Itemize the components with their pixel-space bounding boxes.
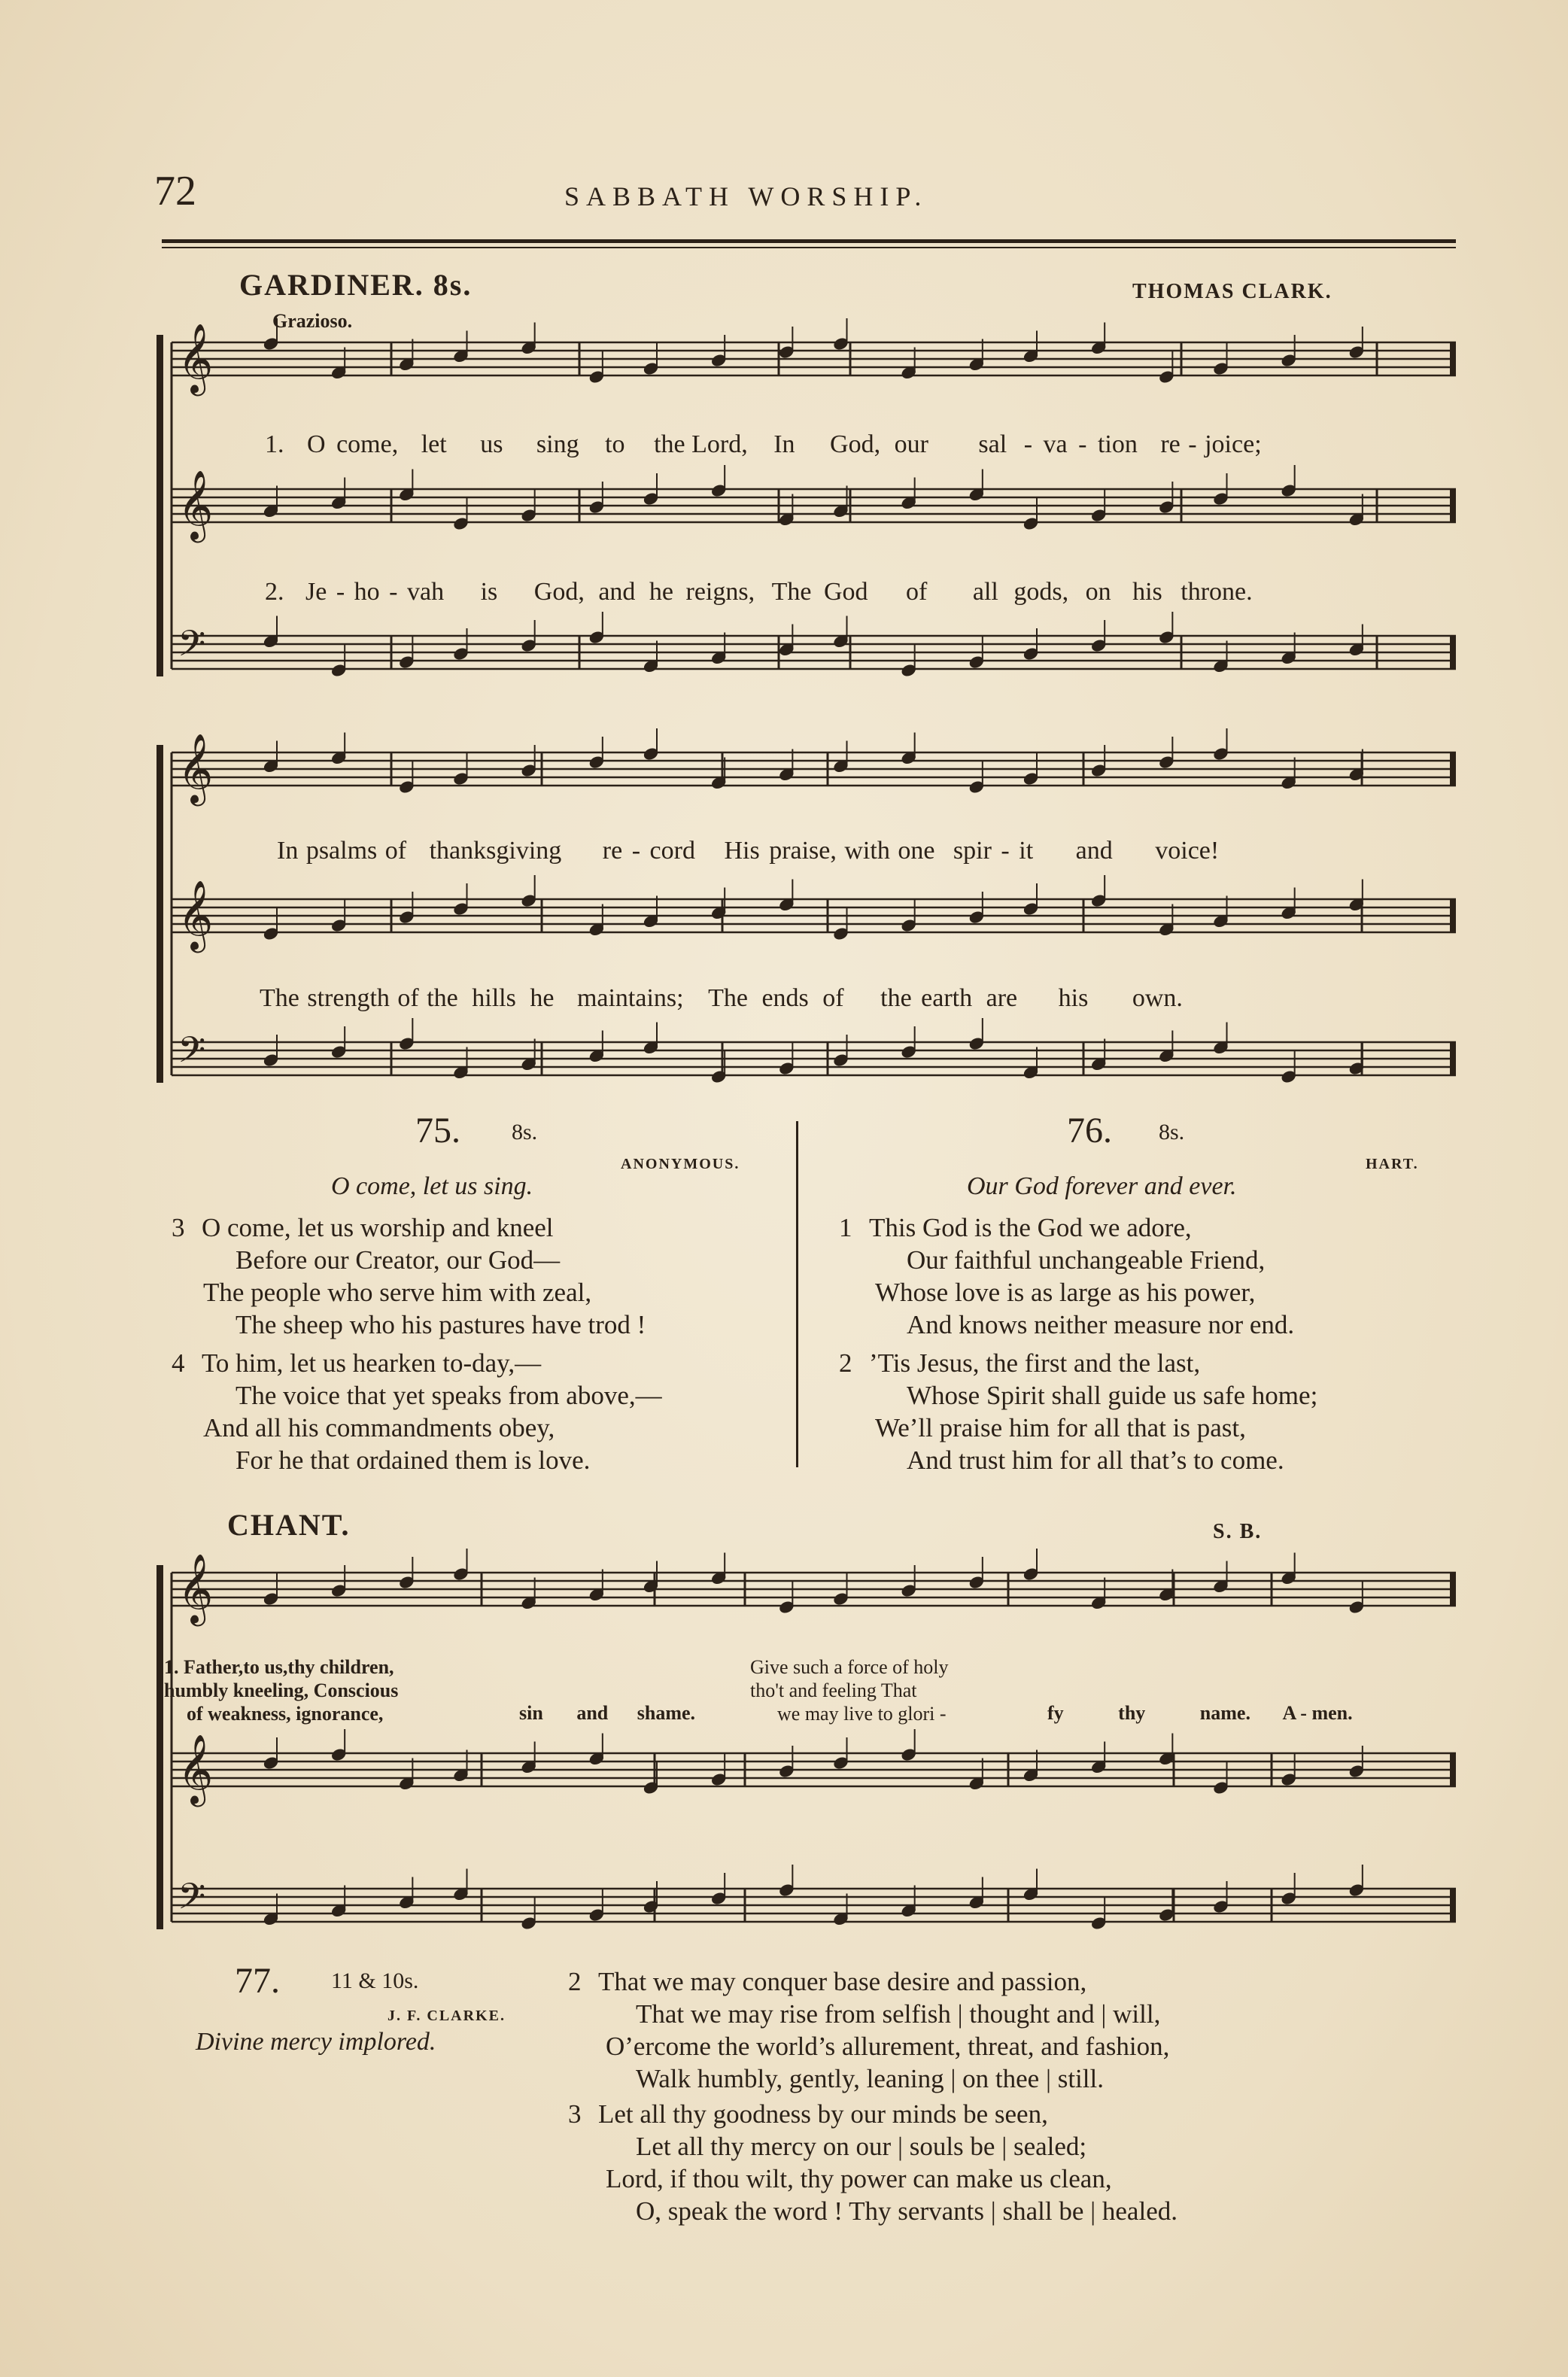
page-number: 72 — [154, 168, 196, 214]
lyric-syllable: . — [1246, 578, 1253, 606]
lyric-syllable: voice — [1155, 837, 1211, 865]
verse-line: To him, let us hearken to-day,— — [202, 1348, 542, 1378]
lyric-syllable: - — [1001, 837, 1010, 865]
lyric-syllable: - — [1023, 430, 1033, 458]
hymn-meter: 8s. — [1159, 1120, 1185, 1144]
chant-text-line: 1. Father,to us,thy children, — [164, 1656, 394, 1678]
lyric-syllable: of — [397, 984, 419, 1012]
lyric-syllable: 2. — [265, 578, 284, 606]
lyric-syllable: and — [1075, 837, 1113, 865]
lyric-syllable: the Lord, — [654, 430, 748, 458]
bass-clef: 𝄢 — [178, 1029, 206, 1080]
lyrics-verse2-row1 — [265, 578, 1253, 606]
lyric-syllable: God, — [533, 578, 585, 606]
lyric-syllable: - — [1078, 430, 1087, 458]
verse-line: We’ll praise him for all that is past, — [875, 1413, 1246, 1442]
lyric-syllable: - — [336, 578, 345, 606]
chant-text-line: humbly kneeling, Conscious — [164, 1679, 399, 1701]
stanza-number: 1 — [839, 1213, 852, 1242]
lyric-syllable: The — [771, 578, 812, 606]
lyric-syllable: reigns, — [685, 578, 755, 606]
chant-text-line: of weakness, ignorance, — [187, 1703, 384, 1725]
chant-word: fy — [1047, 1702, 1064, 1724]
verse-line: And knows neither measure nor end. — [907, 1310, 1295, 1339]
chant-text-line: we may live to glori - — [777, 1703, 947, 1725]
lyric-syllable: maintains — [576, 984, 677, 1012]
chant-text-line: tho't and feeling That — [750, 1679, 917, 1701]
lyric-syllable: let — [421, 430, 447, 458]
chant-word: A - men. — [1282, 1702, 1353, 1724]
lyric-syllable: ends — [761, 984, 809, 1012]
lyric-syllable: cord — [649, 837, 695, 865]
hymn-subtitle: O come, let us sing. — [331, 1172, 533, 1200]
final-barline — [1450, 636, 1456, 669]
lyric-syllable: tion — [1097, 430, 1138, 458]
lyric-syllable: - — [1188, 430, 1197, 458]
lyric-syllable: - — [631, 837, 641, 865]
column-divider — [796, 1121, 798, 1467]
verse-line: ’Tis Jesus, the first and the last, — [869, 1348, 1201, 1378]
treble-clef: 𝄞 — [178, 1734, 214, 1804]
final-barline — [1450, 1753, 1456, 1786]
final-barline — [1450, 1573, 1456, 1606]
lyric-syllable: of — [822, 984, 844, 1012]
verse-line: And all his commandments obey, — [203, 1413, 555, 1442]
verse-line: O’ercome the world’s allurement, threat, and fashion, — [606, 2032, 1170, 2061]
verse-line: Let all thy goodness by our minds be seen, — [598, 2099, 1048, 2129]
lyric-syllable: our — [894, 430, 928, 458]
lyrics-verse1-row1 — [265, 430, 1262, 459]
lyric-syllable: his — [1058, 984, 1089, 1012]
tempo-marking: Grazioso. — [272, 310, 353, 332]
verse-line: For he that ordained them is love. — [236, 1445, 591, 1475]
lyric-syllable: are — [986, 984, 1018, 1012]
lyric-syllable: sal — [978, 430, 1007, 458]
chant-title: CHANT. — [227, 1508, 351, 1542]
verse-line: Our faithful unchangeable Friend, — [907, 1245, 1266, 1275]
treble-clef: 𝄞 — [178, 1553, 214, 1623]
lyric-syllable: the — [427, 984, 458, 1012]
verse-line: Whose love is as large as his power, — [875, 1278, 1256, 1307]
lyric-syllable: God, — [830, 430, 881, 458]
lyric-syllable: ho — [354, 578, 380, 606]
stanza-number: 3 — [172, 1213, 185, 1242]
lyric-syllable: and — [598, 578, 636, 606]
chant-word: and — [576, 1702, 609, 1724]
lyric-syllable: spir — [953, 837, 992, 865]
chant-reciting-end-a — [519, 1702, 695, 1725]
stanza-number: 3 — [568, 2099, 582, 2129]
chant-reciting-end-b — [1047, 1702, 1353, 1725]
lyric-syllable: earth — [921, 984, 973, 1012]
lyric-syllable: hills — [472, 984, 516, 1012]
verse-line: That we may conquer base desire and passion, — [598, 1967, 1087, 1996]
final-barline — [1450, 752, 1456, 786]
lyric-syllable: it — [1019, 837, 1034, 865]
final-barline — [1450, 1042, 1456, 1075]
chant-word: sin — [519, 1702, 543, 1724]
verse-line: Lord, if thou wilt, thy power can make us clean, — [606, 2164, 1112, 2193]
lyric-syllable: In — [277, 837, 299, 865]
verse-line: Let all thy mercy on our | souls be | sealed; — [636, 2132, 1087, 2161]
final-barline — [1450, 899, 1456, 932]
lyric-syllable: come, — [336, 430, 399, 458]
lyric-syllable: His — [724, 837, 760, 865]
hymn-author: ANONYMOUS. — [621, 1156, 740, 1172]
verse-line: O, speak the word ! Thy servants | shall be | healed. — [636, 2196, 1178, 2226]
final-barline — [1450, 1889, 1456, 1922]
lyric-syllable: all — [972, 578, 998, 606]
treble-clef: 𝄞 — [178, 323, 214, 393]
lyric-syllable: praise, — [769, 837, 837, 865]
final-barline — [1450, 489, 1456, 522]
lyric-syllable: he — [530, 984, 555, 1012]
lyric-syllable: he — [649, 578, 674, 606]
chant-text-second-half — [750, 1655, 949, 1725]
hymn-meter: 8s. — [512, 1120, 538, 1144]
lyric-syllable: In — [773, 430, 795, 458]
chant-text-first-half — [164, 1655, 398, 1725]
lyric-syllable: his — [1132, 578, 1162, 606]
lyric-syllable: ! — [1210, 837, 1220, 865]
lyric-syllable: is — [480, 578, 498, 606]
chant-word: thy — [1118, 1702, 1146, 1724]
final-barline — [1450, 342, 1456, 375]
treble-clef: 𝄞 — [178, 880, 214, 950]
verse-line: Walk humbly, gently, leaning | on thee | still. — [636, 2064, 1104, 2093]
lyrics-verse1-row2 — [277, 837, 1219, 865]
lyric-syllable: The — [708, 984, 748, 1012]
verse-line: The voice that yet speaks from above,— — [236, 1381, 662, 1410]
lyric-syllable: God — [823, 578, 868, 606]
lyric-syllable: va — [1043, 430, 1068, 458]
lyric-syllable: of — [906, 578, 928, 606]
hymn-subtitle: Our God forever and ever. — [967, 1172, 1237, 1200]
lyric-syllable: with — [844, 837, 890, 865]
system-bracket — [156, 745, 163, 1083]
lyric-syllable: sing — [536, 430, 579, 458]
verse-line: And trust him for all that’s to come. — [907, 1445, 1284, 1475]
stanza — [568, 2098, 1178, 2227]
treble-clef: 𝄞 — [178, 470, 214, 540]
bass-clef: 𝄢 — [178, 1875, 206, 1926]
bass-clef: 𝄢 — [178, 622, 206, 673]
hymn-author: HART. — [1366, 1156, 1419, 1172]
verse-line: The people who serve him with zeal, — [203, 1278, 592, 1307]
lyric-syllable: on — [1085, 578, 1111, 606]
lyric-syllable: re — [1160, 430, 1181, 458]
stanza — [839, 1211, 1294, 1341]
hymn-number: 77. — [235, 1961, 280, 2001]
system-bracket — [156, 1565, 163, 1929]
chant-word: shame. — [637, 1702, 696, 1724]
lyric-syllable: thanksgiving — [429, 837, 562, 865]
lyric-syllable: - — [389, 578, 398, 606]
lyric-syllable: The — [260, 984, 299, 1012]
stanza — [568, 1965, 1169, 2095]
treble-clef: 𝄞 — [178, 733, 214, 803]
lyric-syllable: Je — [305, 578, 327, 606]
tune-title: GARDINER. 8s. — [239, 268, 473, 302]
stanza-number: 4 — [172, 1348, 185, 1378]
stanza-number: 2 — [568, 1967, 582, 1996]
lyric-syllable: strength — [307, 984, 390, 1012]
verse-line: The sheep who his pastures have trod ! — [236, 1310, 646, 1339]
lyric-syllable: us — [480, 430, 503, 458]
lyric-syllable: the — [880, 984, 912, 1012]
verse-line: This God is the God we adore, — [869, 1213, 1192, 1242]
lyric-syllable: 1. — [265, 430, 284, 458]
lyrics-verse2-row2 — [260, 984, 1183, 1013]
tune-composer: THOMAS CLARK. — [1132, 280, 1332, 303]
verse-line: O come, let us worship and kneel — [202, 1213, 554, 1242]
stanza — [172, 1211, 646, 1341]
stanza — [839, 1347, 1317, 1476]
lyric-syllable: ; — [676, 984, 684, 1012]
hymn-subtitle: Divine mercy implored. — [196, 2028, 436, 2056]
lyric-syllable: own. — [1132, 984, 1183, 1012]
chant-composer: S. B. — [1213, 1520, 1263, 1543]
lyric-syllable: one — [898, 837, 935, 865]
hymn-number: 75. — [415, 1111, 460, 1151]
verse-line: Before our Creator, our God— — [236, 1245, 561, 1275]
lyric-syllable: ; — [1254, 430, 1262, 458]
lyric-syllable: re — [602, 837, 623, 865]
lyric-syllable: psalms — [305, 837, 378, 865]
verse-line: Whose Spirit shall guide us safe home; — [907, 1381, 1318, 1410]
hymn-meter: 11 & 10s. — [331, 1968, 419, 1993]
chant-word: name. — [1199, 1702, 1250, 1724]
hymn-number: 76. — [1067, 1111, 1112, 1151]
running-title: SABBATH WORSHIP. — [564, 181, 928, 211]
hymn-author: J. F. CLARKE. — [387, 2008, 506, 2024]
verse-line: That we may rise from selfish | thought and | will, — [636, 1999, 1161, 2029]
lyric-syllable: joice — [1205, 430, 1255, 458]
lyric-syllable: throne — [1181, 578, 1247, 606]
stanza — [172, 1347, 662, 1476]
lyric-syllable: to — [605, 430, 625, 458]
lyric-syllable: gods, — [1013, 578, 1069, 606]
lyric-syllable: O — [307, 430, 326, 458]
system-bracket — [156, 335, 163, 676]
lyric-syllable: vah — [406, 578, 445, 606]
chant-text-line: Give such a force of holy — [750, 1656, 949, 1678]
lyric-syllable: of — [384, 837, 407, 865]
stanza-number: 2 — [839, 1348, 852, 1378]
